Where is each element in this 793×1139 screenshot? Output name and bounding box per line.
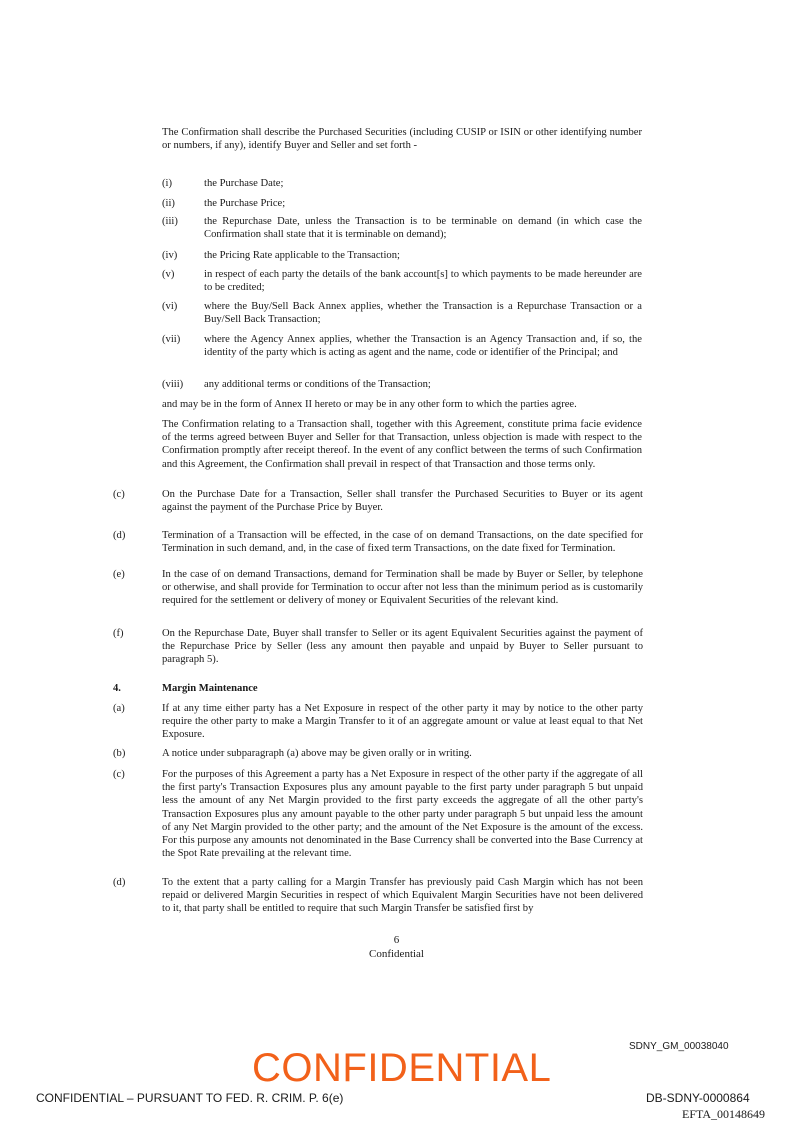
clause-item — [113, 768, 643, 860]
clause-number: (d) — [113, 877, 126, 888]
list-item-text: the Purchase Date; — [204, 178, 284, 189]
clause-text: A notice under subparagraph (a) above may be given orally or in writing. — [162, 748, 472, 759]
clause-text: In the case of on demand Transactions, demand for Termination shall be made by Buyer or Seller, by telephone or otherwise, and shall provide for Termination to occur after not less than the minimum period as is customarily required for the settlement or delivery of money or Equivalent Securities of the relevant kind. — [162, 569, 643, 607]
list-item-number: (vi) — [162, 301, 178, 312]
list-item-number: (ii) — [162, 198, 175, 209]
list-item — [162, 215, 642, 241]
list-item-text: where the Agency Annex applies, whether the Transaction is an Agency Transaction and, if so, the identity of the party which is acting as agent and the name, code or identifier of the Principal; and — [204, 334, 642, 359]
list-item — [162, 300, 642, 326]
list-item — [162, 333, 642, 359]
bates-number: SDNY_GM_00038040 — [629, 1041, 729, 1052]
list-item-number: (i) — [162, 178, 172, 189]
list-item-number: (viii) — [162, 379, 184, 390]
confidentiality-legend: CONFIDENTIAL – PURSUANT TO FED. R. CRIM. P. 6(e) — [36, 1091, 344, 1105]
section-heading — [113, 683, 258, 694]
db-document-number: DB-SDNY-0000864 — [646, 1091, 750, 1105]
clause-number: (f) — [113, 628, 124, 639]
list-item-number: (iv) — [162, 250, 178, 261]
list-item-text: any additional terms or conditions of the Transaction; — [204, 379, 431, 390]
clause-number: (e) — [113, 569, 125, 580]
clause-item — [113, 747, 643, 760]
section-title: Margin Maintenance — [162, 683, 258, 694]
clause-item — [113, 702, 643, 742]
list-item-text: where the Buy/Sell Back Annex applies, whether the Transaction is a Repurchase Transaction or a Buy/Sell Back Transaction; — [204, 301, 642, 326]
clause-item — [113, 876, 643, 916]
clause-number: (b) — [113, 748, 126, 759]
clause-item — [113, 488, 643, 514]
page-number: 6 — [393, 934, 400, 946]
clause-item — [113, 627, 643, 667]
section-number: 4. — [113, 683, 121, 694]
clause-text: On the Purchase Date for a Transaction, Seller shall transfer the Purchased Securities to Buyer or its agent against the payment of the Purchase Price by Buyer. — [162, 489, 643, 514]
list-item-number: (iii) — [162, 216, 178, 227]
clause-item — [113, 568, 643, 608]
list-item-number: (vii) — [162, 334, 181, 345]
intro-paragraph: The Confirmation shall describe the Purchased Securities (including CUSIP or ISIN or other identifying number or numbers, if any), identify Buyer and Seller and set forth - — [162, 127, 642, 152]
list-item-text: the Repurchase Date, unless the Transaction is to be terminable on demand (in which case the Confirmation shall state that it is terminable on demand); — [204, 216, 642, 241]
clause-number: (c) — [113, 769, 125, 780]
clause-text: If at any time either party has a Net Exposure in respect of the other party it may by notice to the other party require the other party to make a Margin Transfer to it of an aggregate amount or value at least equal to that Net Exposure. — [162, 703, 643, 741]
list-item — [162, 197, 642, 210]
list-item — [162, 268, 642, 294]
list-item-number: (v) — [162, 269, 175, 280]
list-item-text: in respect of each party the details of the bank account[s] to which payments to be made hereunder are to be credited; — [204, 269, 642, 294]
confidential-footer: Confidential — [369, 948, 424, 960]
list-item-text: the Pricing Rate applicable to the Transaction; — [204, 250, 400, 261]
confidential-stamp: CONFIDENTIAL — [252, 1046, 552, 1090]
clause-text: On the Repurchase Date, Buyer shall transfer to Seller or its agent Equivalent Securities against the payment of the Repurchase Price by Seller (less any amount then payable and unpaid by Buyer to Seller pursuant to paragraph 5). — [162, 628, 643, 666]
clause-number: (c) — [113, 489, 125, 500]
clause-text: For the purposes of this Agreement a party has a Net Exposure in respect of the other party if the aggregate of all the first party's Transaction Exposures plus any amount payable to the first party under paragraph 5 but unpaid less the amount of any Net Margin provided to the first party exceeds the aggregate of all the other party's Transaction Exposures plus any amount payable to the other party under paragraph 5 but unpaid less the amount of any Net Margin provided to the other party; and the amount of the Net Exposure is the amount of the excess. For this purpose any amounts not denominated in the Base Currency shall be converted into the Base Currency at the Spot Rate prevailing at the relevant time. — [162, 769, 643, 860]
after-list-text: and may be in the form of Annex II hereto or may be in any other form to which the parties agree. — [162, 399, 577, 410]
list-item — [162, 378, 642, 391]
list-item-text: the Purchase Price; — [204, 198, 286, 209]
confirmation-paragraph: The Confirmation relating to a Transaction shall, together with this Agreement, constitute prima facie evidence of the terms agreed between Buyer and Seller for that Transaction, unless objection is made with respect to the Confirmation promptly after receipt thereof. In the event of any conflict between the terms of such Confirmation and this Agreement, the Confirmation shall prevail in respect of that Transaction and those terms only. — [162, 419, 642, 470]
clause-text: Termination of a Transaction will be effected, in the case of on demand Transactions, on the date specified for Termination in such demand, and, in the case of fixed term Transactions, on the date fixed for Termination. — [162, 530, 643, 555]
clause-number: (d) — [113, 530, 126, 541]
clause-item — [113, 529, 643, 555]
clause-text: To the extent that a party calling for a Margin Transfer has previously paid Cash Margin which has not been repaid or delivered Margin Securities in respect of which Equivalent Margin Securities have not been delivered to it, that party shall be entitled to require that such Margin Transfer be satisfied first by — [162, 877, 643, 915]
list-item — [162, 177, 642, 190]
list-item — [162, 249, 642, 262]
efta-number: EFTA_00148649 — [682, 1107, 766, 1121]
clause-number: (a) — [113, 703, 125, 714]
